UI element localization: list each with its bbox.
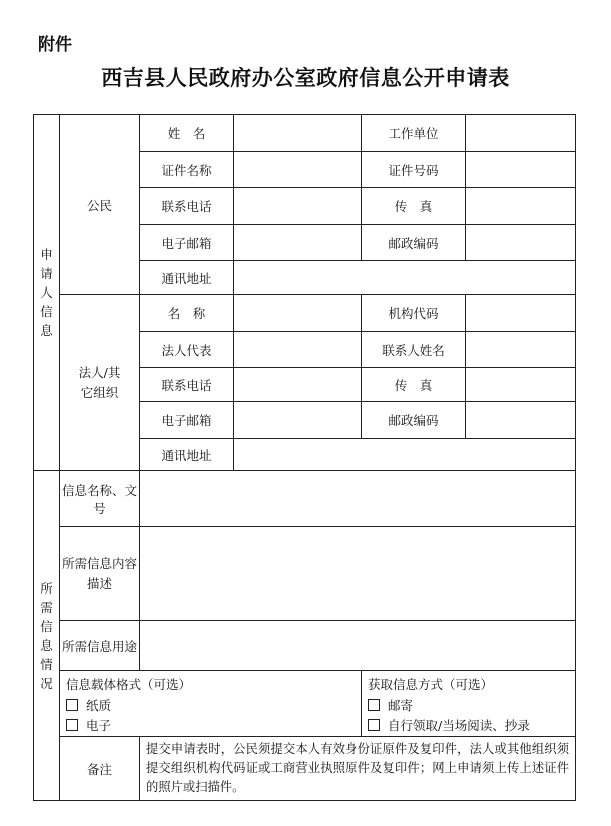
org-contact-name-field[interactable] xyxy=(466,332,576,368)
content-description-field[interactable] xyxy=(140,527,576,621)
org-address-label: 通讯地址 xyxy=(140,439,234,471)
org-postal-code-field[interactable] xyxy=(466,402,576,439)
retrieval-method-title: 获取信息方式（可选） xyxy=(368,677,494,692)
application-form-table xyxy=(33,114,576,801)
org-contact-name-label: 联系人姓名 xyxy=(362,332,466,368)
carrier-format-title: 信息载体格式（可选） xyxy=(66,677,192,692)
remark-text: 提交申请表时，公民须提交本人有效身份证原件及复印件，法人或其他组织须提交组织机构代码证或工商营业执照原件及复印件；网上申请须上传上述证件的照片或扫描件。 xyxy=(140,737,576,801)
org-fax-field[interactable] xyxy=(466,368,576,402)
citizen-group-label: 公民 xyxy=(60,115,140,295)
org-phone-label: 联系电话 xyxy=(140,368,234,402)
org-group-label: 法人/其 它组织 xyxy=(60,295,140,471)
citizen-id-type-field[interactable] xyxy=(234,152,362,188)
citizen-name-field[interactable] xyxy=(234,115,362,152)
doc-name-label: 信息名称、文号 xyxy=(60,471,140,527)
citizen-postal-code-label: 邮政编码 xyxy=(362,225,466,261)
checkbox-icon[interactable] xyxy=(368,719,380,731)
org-email-label: 电子邮箱 xyxy=(140,402,234,439)
citizen-postal-code-field[interactable] xyxy=(466,225,576,261)
org-code-label: 机构代码 xyxy=(362,295,466,332)
content-description-label: 所需信息内容 描述 xyxy=(60,527,140,621)
citizen-address-label: 通讯地址 xyxy=(140,261,234,295)
checkbox-icon[interactable] xyxy=(66,719,78,731)
purpose-field[interactable] xyxy=(140,621,576,671)
carrier-format-options xyxy=(60,671,362,737)
info-section-label: 所 需 信 息 情 况 xyxy=(34,471,60,801)
citizen-email-field[interactable] xyxy=(234,225,362,261)
org-legal-rep-field[interactable] xyxy=(234,332,362,368)
method-option-pickup[interactable]: 自行领取/当场阅读、抄录 xyxy=(368,716,569,734)
citizen-id-number-label: 证件号码 xyxy=(362,152,466,188)
org-legal-rep-label: 法人代表 xyxy=(140,332,234,368)
form-title: 西吉县人民政府办公室政府信息公开申请表 xyxy=(101,65,510,90)
attachment-label: 附件 xyxy=(38,35,72,55)
citizen-email-label: 电子邮箱 xyxy=(140,225,234,261)
citizen-name-label: 姓 名 xyxy=(140,115,234,152)
carrier-option-paper[interactable]: 纸质 xyxy=(66,696,355,714)
citizen-fax-field[interactable] xyxy=(466,188,576,225)
citizen-address-field[interactable] xyxy=(234,261,576,295)
org-code-field[interactable] xyxy=(466,295,576,332)
org-email-field[interactable] xyxy=(234,402,362,439)
citizen-work-unit-label: 工作单位 xyxy=(362,115,466,152)
carrier-option-electronic[interactable]: 电子 xyxy=(66,716,355,734)
retrieval-method-options xyxy=(362,671,576,737)
remark-label: 备注 xyxy=(60,737,140,801)
checkbox-icon[interactable] xyxy=(66,699,78,711)
org-address-field[interactable] xyxy=(234,439,576,471)
org-phone-field[interactable] xyxy=(234,368,362,402)
citizen-id-number-field[interactable] xyxy=(466,152,576,188)
method-option-mail[interactable]: 邮寄 xyxy=(368,696,569,714)
org-fax-label: 传 真 xyxy=(362,368,466,402)
citizen-phone-label: 联系电话 xyxy=(140,188,234,225)
citizen-work-unit-field[interactable] xyxy=(466,115,576,152)
doc-name-field[interactable] xyxy=(140,471,576,527)
applicant-section-label: 申 请 人 信 息 xyxy=(34,115,60,471)
org-name-field[interactable] xyxy=(234,295,362,332)
org-name-label: 名 称 xyxy=(140,295,234,332)
purpose-label: 所需信息用途 xyxy=(60,621,140,671)
citizen-phone-field[interactable] xyxy=(234,188,362,225)
citizen-fax-label: 传 真 xyxy=(362,188,466,225)
checkbox-icon[interactable] xyxy=(368,699,380,711)
citizen-id-type-label: 证件名称 xyxy=(140,152,234,188)
org-postal-code-label: 邮政编码 xyxy=(362,402,466,439)
